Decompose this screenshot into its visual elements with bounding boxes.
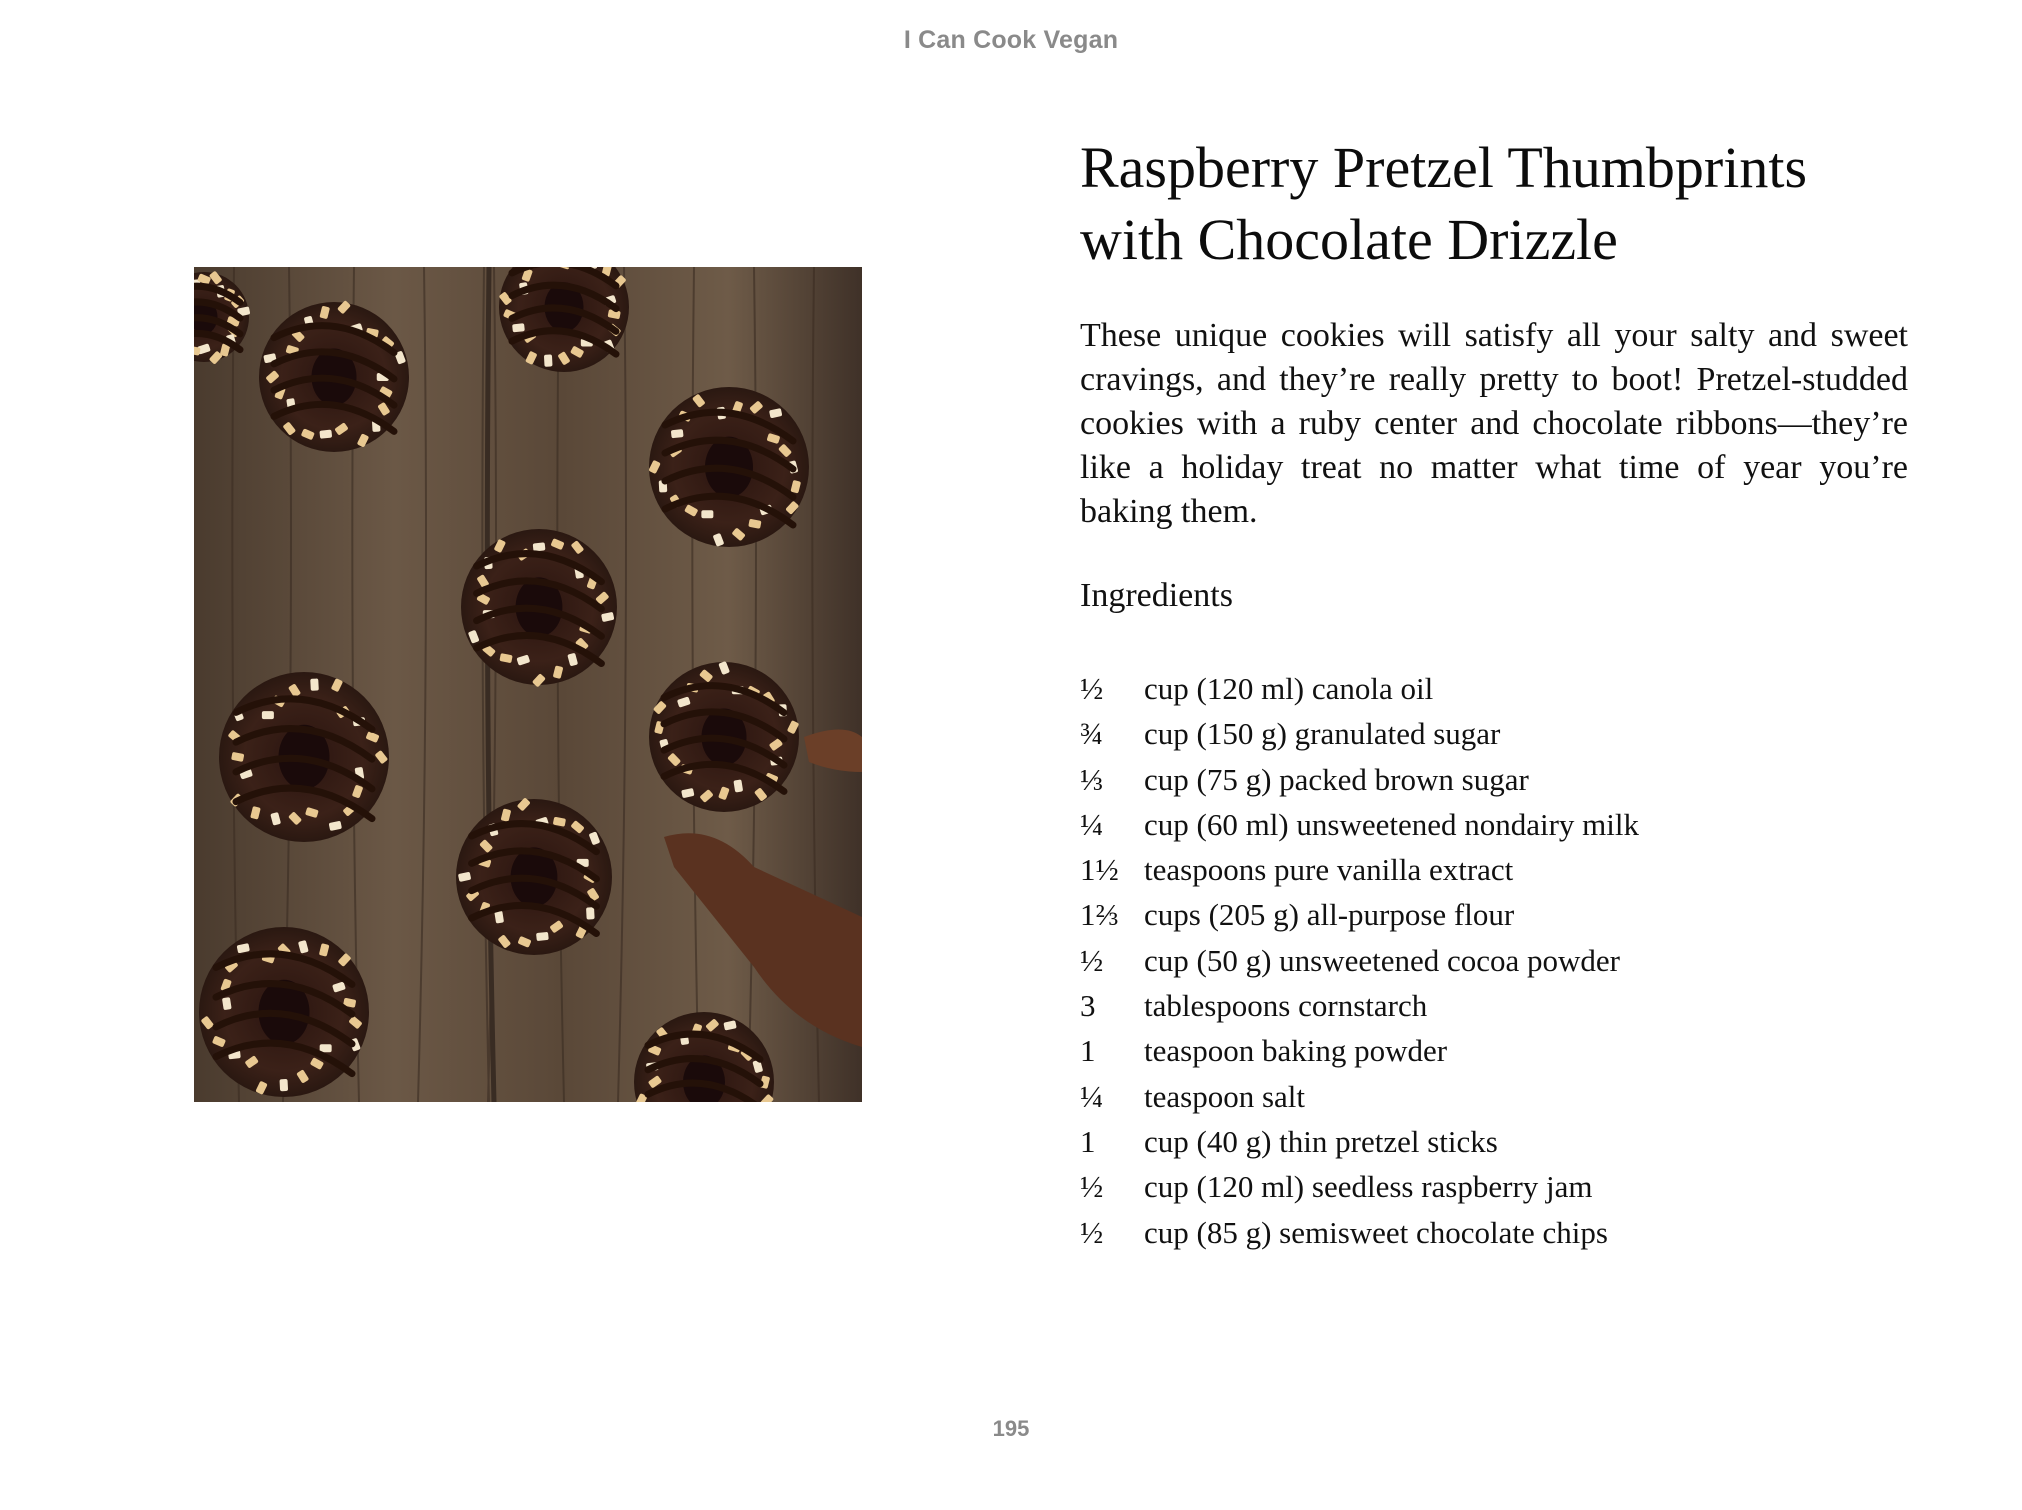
- ingredient-description: tablespoons cornstarch: [1144, 988, 1428, 1024]
- ingredient-quantity: 1½: [1080, 852, 1119, 888]
- ingredient-quantity: 1: [1080, 1033, 1096, 1069]
- ingredient-quantity: ¼: [1080, 1078, 1104, 1114]
- ingredient-description: cup (50 g) unsweetened cocoa powder: [1144, 942, 1621, 978]
- recipe-photo: [194, 267, 862, 1102]
- ingredient-description: cup (85 g) semisweet chocolate chips: [1144, 1214, 1608, 1250]
- ingredient-quantity: 1⅔: [1080, 897, 1119, 933]
- ingredient-item: [1080, 1210, 1908, 1255]
- ingredients-heading: Ingredients: [1080, 577, 1233, 614]
- ingredient-description: teaspoon salt: [1144, 1078, 1305, 1114]
- ingredient-quantity: ⅓: [1080, 761, 1104, 797]
- ingredients-list: [1080, 666, 1908, 1255]
- ingredient-description: cup (120 ml) canola oil: [1144, 671, 1434, 706]
- ingredient-quantity: 1: [1080, 1123, 1096, 1159]
- ingredient-description: cup (150 g) granulated sugar: [1144, 716, 1501, 752]
- ingredient-quantity: ¾: [1080, 716, 1104, 752]
- cookies-photo-image: [194, 267, 862, 1102]
- ingredient-item: [1080, 757, 1908, 802]
- ingredient-description: cup (60 ml) unsweetened nondairy milk: [1144, 806, 1640, 842]
- cookie-shape: [648, 387, 809, 547]
- ingredient-quantity: ¼: [1080, 806, 1104, 842]
- ingredient-item: [1080, 711, 1908, 756]
- cookie-shape: [199, 927, 369, 1097]
- ingredient-description: teaspoons pure vanilla extract: [1144, 852, 1514, 888]
- ingredient-item: [1080, 802, 1908, 847]
- ingredient-item: [1080, 1028, 1908, 1073]
- page-number: 195: [992, 1416, 1030, 1441]
- ingredient-quantity: 3: [1080, 988, 1096, 1024]
- recipe-section: [1080, 132, 1908, 1255]
- ingredient-quantity: ½: [1080, 1214, 1104, 1250]
- ingredient-description: cup (75 g) packed brown sugar: [1144, 761, 1529, 797]
- recipe-intro: These unique cookies will satisfy all your salty and sweet cravings, and they’re really pretty to boot! Pretzel-studded cookies with a ruby center and chocolate ribbons—they’re like a holiday treat no matter what time of year you’re baking them.: [1080, 317, 1908, 530]
- book-title: I Can Cook Vegan: [903, 26, 1119, 54]
- ingredient-item: [1080, 1074, 1908, 1119]
- ingredient-item: [1080, 983, 1908, 1028]
- ingredient-item: [1080, 938, 1908, 983]
- ingredient-description: cup (120 ml) seedless raspberry jam: [1144, 1169, 1593, 1205]
- ingredient-item: [1080, 847, 1908, 892]
- ingredient-item: [1080, 892, 1908, 937]
- ingredient-quantity: ½: [1080, 1169, 1104, 1205]
- ingredient-quantity: ½: [1080, 942, 1104, 978]
- ingredient-description: cups (205 g) all-purpose flour: [1144, 897, 1515, 933]
- ingredient-description: cup (40 g) thin pretzel sticks: [1144, 1123, 1498, 1159]
- ingredient-item: [1080, 1164, 1908, 1209]
- cookie-shape: [219, 672, 389, 842]
- ingredient-quantity: ½: [1080, 671, 1104, 706]
- recipe-title: Raspberry Pretzel Thumbprints with Chocolate Drizzle: [1080, 135, 1808, 272]
- ingredient-item: [1080, 1119, 1908, 1164]
- ingredient-description: teaspoon baking powder: [1144, 1033, 1448, 1069]
- ingredient-item: [1080, 666, 1908, 711]
